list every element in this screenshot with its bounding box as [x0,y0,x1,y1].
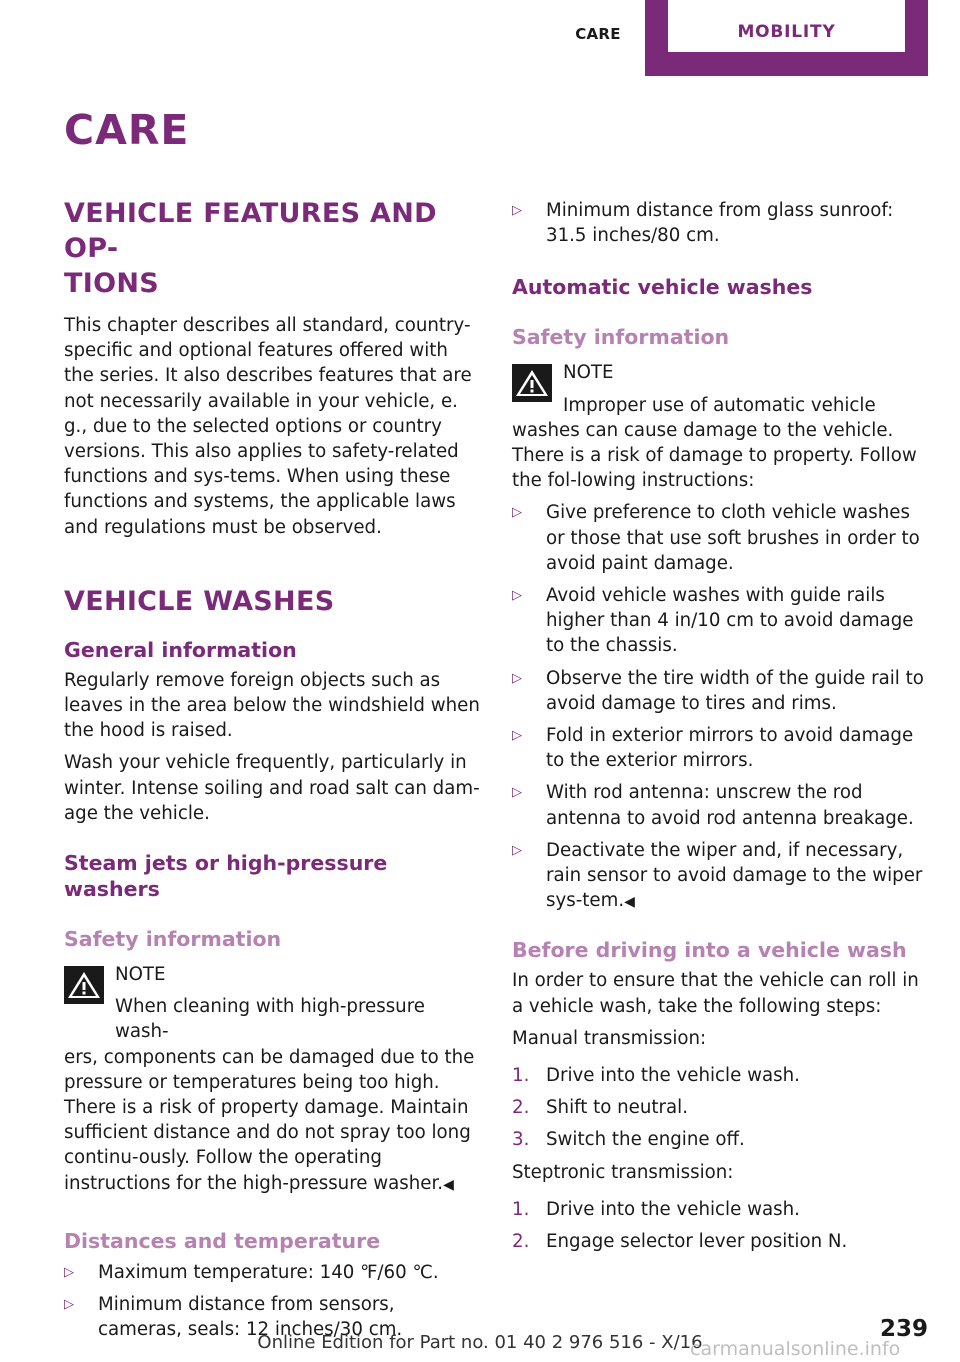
watermark: carmanualsonline.info [690,1338,901,1360]
list-item [512,1095,930,1120]
heading-automatic-washes: Automatic vehicle washes [512,275,813,300]
bullet-triangle-icon: ▷ [64,1264,74,1280]
bullet-triangle-icon: ▷ [512,203,522,218]
heading-safety-information-2: Safety information [512,325,730,350]
distances-list [64,1260,482,1343]
list-item-text: Observe the tire width of the guide rail to avoid damage to tires and rims. [546,667,924,714]
list-item [512,666,930,716]
step-number: 2. [512,1231,530,1253]
heading-safety-information: Safety information [64,927,282,952]
header-tab-label: MOBILITY [737,22,836,42]
bullet-triangle-icon: ▷ [64,1297,74,1313]
steptronic-steps-list [512,1197,930,1254]
note-text: washes can cause damage to the vehicle. There is a risk of damage to property. Follow the fol-lowing instructions: [512,419,917,492]
bullet-triangle-icon: ▷ [512,728,522,744]
list-item [512,1229,930,1254]
end-mark-icon: ◀ [624,894,635,911]
note-text-body: ers, components can be damaged due to the pressure or temperatures being too high. There is a risk of property damage. Maintain sufficient distance and do not spray too long continu-ously. Follow the operating instructions for the high-pressure washer. [64,1046,475,1194]
list-item-text: Minimum distance from sensors, cameras, seals: 12 inches/30 cm. [98,1294,403,1341]
heading-general-information: General information [64,637,297,662]
list-item [512,198,930,248]
list-item-text: Fold in exterior mirrors to avoid damage to the exterior mirrors. [546,725,914,772]
bullet-triangle-icon: ▷ [512,505,522,521]
heading-steam-jets: Steam jets or high-pressure washers [64,851,388,902]
manual-transmission-label: Manual transmission: [512,1027,707,1049]
bullet-triangle-icon: ▷ [512,588,522,604]
list-item-text: With rod antenna: unscrew the rod antenna to avoid rod antenna breakage. [546,782,914,829]
step-number: 2. [512,1097,530,1119]
right-column [512,196,930,1261]
footer-edition: Online Edition for Part no. 01 40 2 976 516 - X/16 [257,1332,703,1353]
warning-triangle-icon [512,364,552,402]
list-item-text: Deactivate the wiper and, if necessary, rain sensor to avoid damage to the wiper sys-tem. [546,839,923,912]
note-block-2 [512,360,930,493]
note-label: NOTE [563,362,614,384]
list-item-text: Minimum distance from glass sunroof: 31.5 inches/80 cm. [546,200,894,247]
note-first-line: When cleaning with high-pressure wash- [115,996,425,1043]
list-item-text: Switch the engine off. [546,1129,745,1151]
list-item-text: Engage selector lever position N. [546,1231,848,1253]
manual-steps-list [512,1063,930,1153]
note-block [64,962,482,1198]
list-item-text: Give preference to cloth vehicle washes or those that use soft brushes in order to avoid paint damage. [546,502,920,574]
bullet-triangle-icon: ▷ [512,670,522,686]
list-item [512,1127,930,1152]
list-item [512,1197,930,1222]
chapter-title: CARE [64,106,190,154]
end-mark-icon: ◀ [443,1176,454,1193]
distances-list-cont [512,198,930,248]
paragraph-before: In order to ensure that the vehicle can roll in a vehicle wash, take the following steps: [512,970,919,1017]
header-tab [645,0,928,76]
page-number: 239 [880,1316,929,1342]
list-item [512,500,930,576]
step-number: 3. [512,1129,530,1151]
note-first-line: Improper use of automatic vehicle [563,394,876,416]
note-label: NOTE [115,964,166,986]
list-item [64,1260,482,1285]
list-item-text: Drive into the vehicle wash. [546,1198,800,1220]
list-item-text: Avoid vehicle washes with guide rails higher than 4 in/10 cm to avoid damage to the chassis. [546,585,914,657]
paragraph-general-2: Wash your vehicle frequently, particularly in winter. Intense soiling and road salt can dam-age the vehicle. [64,752,480,824]
steptronic-transmission-label: Steptronic transmission: [512,1161,734,1183]
list-item [512,1063,930,1088]
list-item [512,723,930,773]
header-section-label: CARE [575,25,621,43]
heading-before-driving: Before driving into a vehicle wash [512,938,907,963]
warning-triangle-icon [64,966,104,1004]
paragraph-features: This chapter describes all standard, country-specific and optional features offered with the series. It also describes features that are not necessarily available in your vehicle, e. g., due to the selected options or country versions. This also applies to safety-related functions and sys-tems. When using these functions and systems, the applicable laws and regulations must be observed. [64,315,472,538]
header-tab-inner [668,0,905,52]
instructions-list [512,500,930,915]
bullet-triangle-icon: ▷ [512,842,522,858]
step-number: 1. [512,1065,530,1087]
bullet-triangle-icon: ▷ [512,785,522,801]
step-number: 1. [512,1198,530,1220]
list-item [512,780,930,830]
list-item-text: Shift to neutral. [546,1097,688,1119]
heading-distances-temperature: Distances and temperature [64,1228,381,1253]
heading-vehicle-washes: VEHICLE WASHES [64,585,335,617]
list-item-text: Maximum temperature: 140 ℉/60 ℃. [98,1261,439,1283]
list-item-text: Drive into the vehicle wash. [546,1065,800,1087]
paragraph-general-1: Regularly remove foreign objects such as leaves in the area below the windshield when the hood is raised. [64,669,480,742]
note-text [64,1045,482,1198]
list-item [512,838,930,916]
left-column [64,196,482,1349]
heading-vehicle-features: VEHICLE FEATURES AND OP- TIONS [64,198,437,299]
list-item [512,583,930,659]
